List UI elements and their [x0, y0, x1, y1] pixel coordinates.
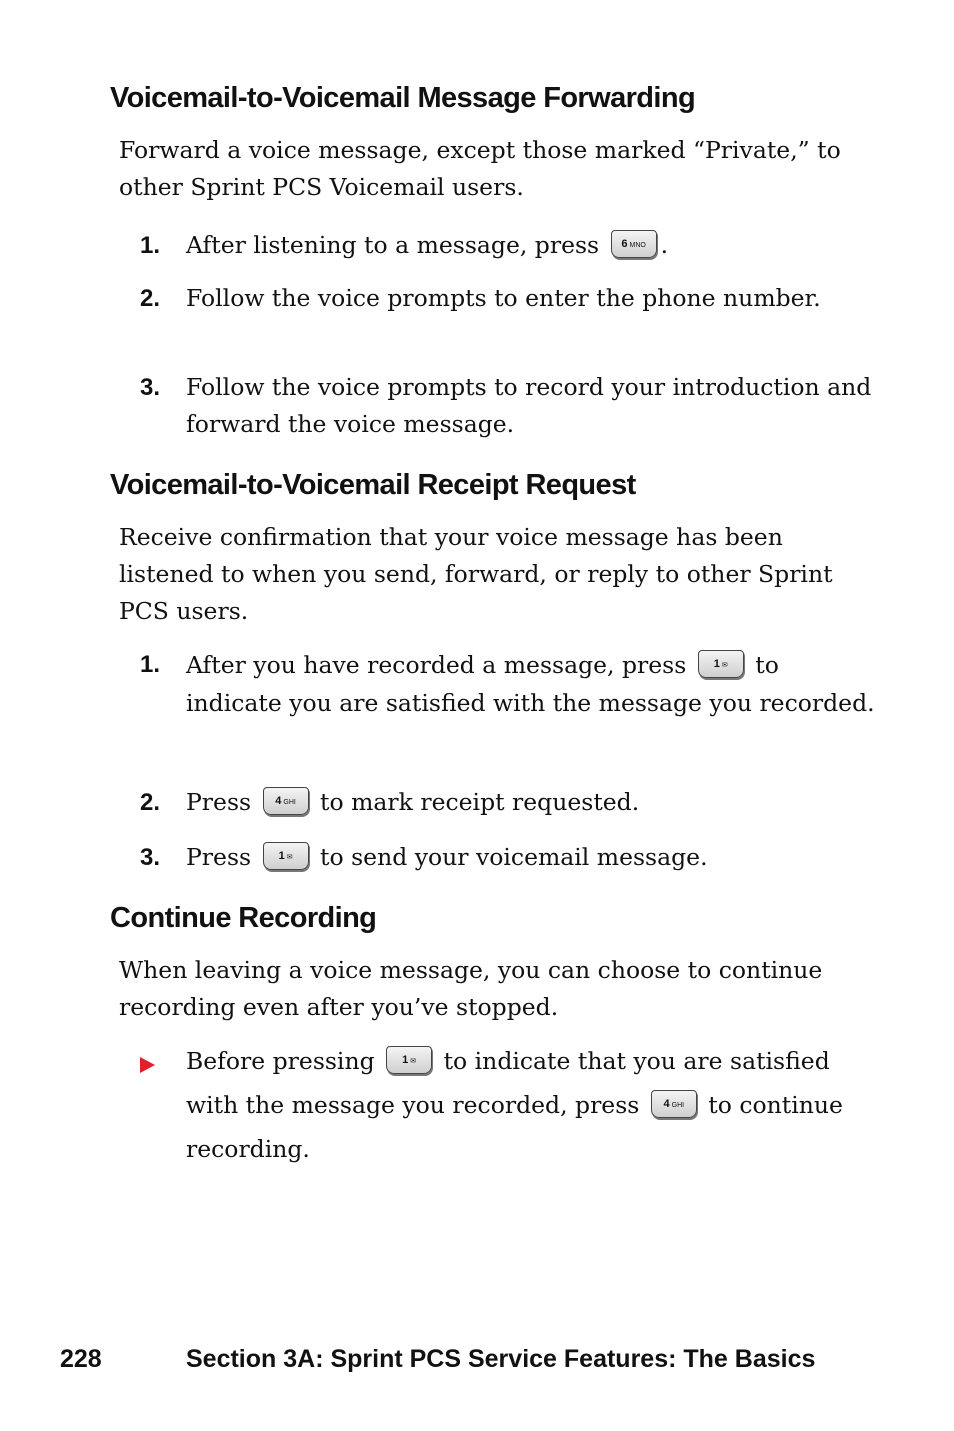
key-4-ghi-icon: 4 GHI [263, 787, 309, 815]
section-heading-forwarding: Voicemail-to-Voicemail Message Forwarding [110, 82, 696, 114]
page-number: 228 [60, 1345, 102, 1373]
step-number: 3. [140, 374, 161, 401]
step-number: 1. [140, 651, 161, 678]
step-number: 2. [140, 285, 161, 312]
section-heading-continue: Continue Recording [110, 902, 377, 934]
step-text: Press 4 GHI to mark receipt requested. [186, 788, 640, 816]
step-number: 1. [140, 232, 161, 259]
bullet-text: Before pressing 1 ✉ to indicate that you are satisfied with the message you recorded, press 4 GHI to continue recording. [186, 1047, 843, 1163]
section-heading-receipt: Voicemail-to-Voicemail Receipt Request [110, 469, 636, 501]
forwarding-intro: Forward a voice message, except those marked “Private,” to other Sprint PCS Voicemail users. [119, 136, 841, 201]
footer-section-title: Section 3A: Sprint PCS Service Features: The Basics [186, 1345, 816, 1373]
receipt-intro: Receive confirmation that your voice message has been listened to when you send, forward, or reply to other Sprint PCS users. [119, 523, 833, 625]
bullet-arrow-icon [140, 1057, 155, 1073]
step-text: Follow the voice prompts to record your introduction and forward the voice message. [186, 373, 872, 438]
key-1-voicemail-icon: 1 ✉ [386, 1046, 432, 1074]
step-number: 2. [140, 789, 161, 816]
step-number: 3. [140, 844, 161, 871]
key-4-ghi-icon: 4 GHI [651, 1090, 697, 1118]
step-text: After listening to a message, press 6 MNO . [186, 231, 669, 259]
key-1-voicemail-icon: 1 ✉ [698, 650, 744, 678]
key-6-mno-icon: 6 MNO [611, 230, 657, 258]
step-text: Follow the voice prompts to enter the phone number. [186, 284, 821, 312]
step-text: Press 1 ✉ to send your voicemail message. [186, 843, 708, 871]
key-1-voicemail-icon: 1 ✉ [263, 842, 309, 870]
step-text: After you have recorded a message, press 1 ✉ to indicate you are satisfied with the message you recorded. [186, 651, 875, 717]
continue-intro: When leaving a voice message, you can choose to continue recording even after you’ve stopped. [119, 956, 823, 1021]
